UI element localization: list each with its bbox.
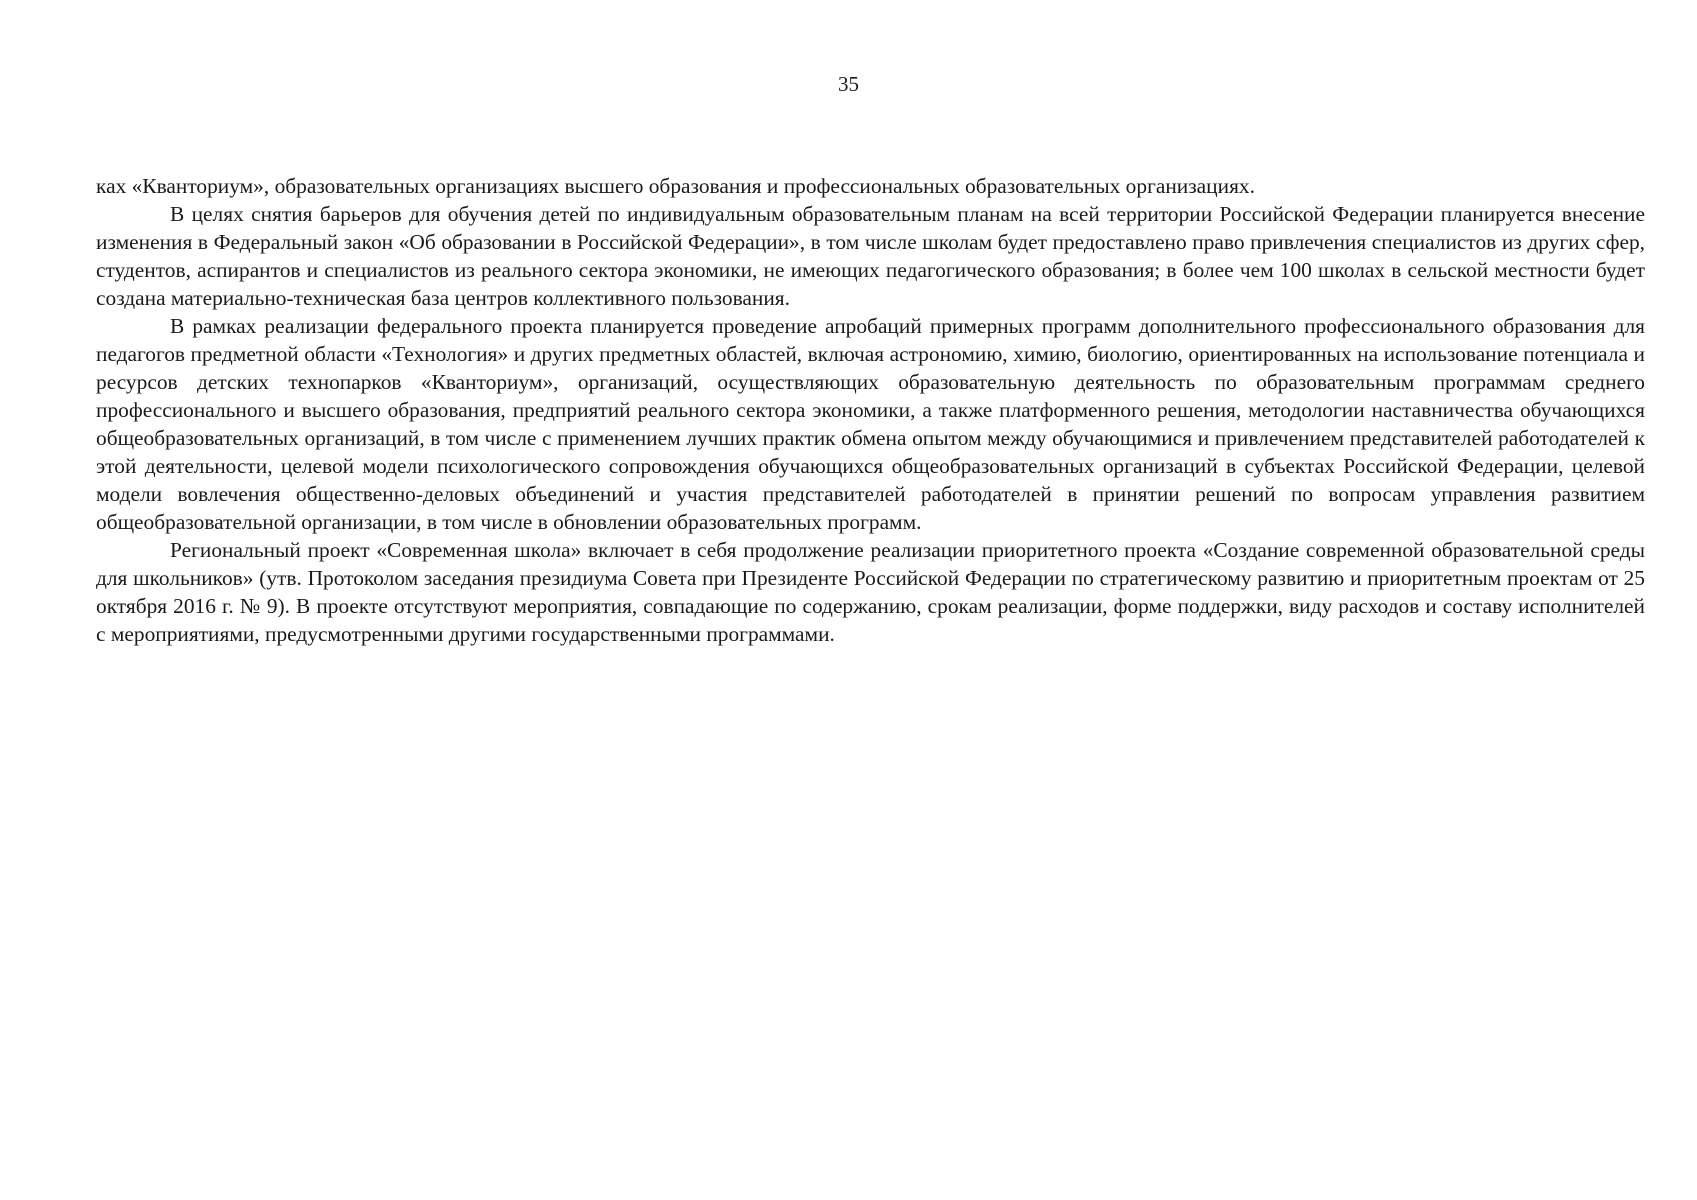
paragraph-continuation: ках «Кванториум», образовательных организациях высшего образования и профессиональных образовательных организациях. [96, 174, 1255, 198]
paragraph-federal-project: В рамках реализации федерального проекта планируется проведение апробаций примерных программ дополнительного профессионального образования для педагогов предметной области «Технология» и других предметных областей, включая астрономию, химию, биологию, ориентированных на использование потенциала и ресурсов детских технопарков «Кванториум», организаций, осуществляющих образовательную деятельность по образовательным программам среднего профессионального и высшего образования, предприятий реального сектора экономики, а также платформенного решения, методологии наставничества обучающихся общеобразовательных организаций, в том числе с применением лучших практик обмена опытом между обучающимися и привлечением представителей работодателей к этой деятельности, целевой модели психологического сопровождения обучающихся общеобразовательных организаций в субъектах Российской Федерации, целевой модели вовлечения общественно-деловых объединений и участия представителей работодателей в принятии решений по вопросам управления развитием общеобразовательной организации, в том числе в обновлении образовательных программ. [96, 314, 1645, 534]
paragraph-regional-project: Региональный проект «Современная школа» включает в себя продолжение реализации приоритетного проекта «Создание современной образовательной среды для школьников» (утв. Протоколом заседания президиума Совета при Президенте Российской Федерации по стратегическому развитию и приоритетным проектам от 25 октября 2016 г. № 9). В проекте отсутствуют мероприятия, совпадающие по содержанию, срокам реализации, форме поддержки, виду расходов и составу исполнителей с мероприятиями, предусмотренными другими государственными программами. [96, 538, 1645, 646]
body-text [96, 172, 1645, 648]
paragraph-individual-plans: В целях снятия барьеров для обучения детей по индивидуальным образовательным планам на всей территории Российской Федерации планируется внесение изменения в Федеральный закон «Об образовании в Российской Федерации», в том числе школам будет предоставлено право привлечения специалистов из других сфер, студентов, аспирантов и специалистов из реального сектора экономики, не имеющих педагогического образования; в более чем 100 школах в сельской местности будет создана материально-техническая база центров коллективного пользования. [96, 202, 1645, 310]
page-number: 35 [838, 72, 859, 96]
